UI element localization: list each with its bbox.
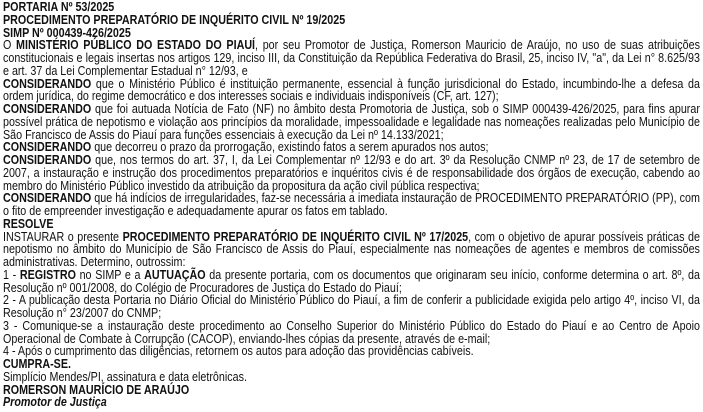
item-3	[3, 320, 700, 346]
text: que há indícios de irregularidades, faz-se necessária a imediata instauração de PROCEDIMENTO PREPARATÓRIO (PP), com o fito de empreender investigação e adequadamente apurar os fatos em tablado.	[3, 191, 700, 218]
signer-name	[3, 384, 700, 397]
text: 4 - Após o cumprimento das diligências, retornem os autos para adoção das providências cabíveis.	[3, 344, 474, 359]
text: INSTAURAR o presente	[3, 229, 123, 244]
bold-text: ROMERSON MAURÍCIO DE ARAÚJO	[3, 382, 190, 397]
bold-text: PROCEDIMENTO PREPARATÓRIO DE INQUÉRITO CIVIL Nº 19/2025	[3, 12, 346, 27]
text: 3 - Comunique-se a instauração deste procedimento ao Conselho Superior do Ministério Público do Estado do Piauí e ao Centro de Apoio Operacional de Combate à Corrupção (CACOP), enviando-lhes cópias da presente, através de e-mail;	[3, 318, 700, 346]
text: da presente portaria, com os documentos que originaram seu início, conforme determina o art. 8º, da Resolução nº 001/2008, do Colégio de Procuradores de Justiça do Estado do Piauí;	[3, 267, 700, 295]
item-2	[3, 294, 700, 320]
bold-text: AUTUAÇÃO	[144, 267, 206, 282]
text: Simplício Mendes/PI, assinatura e data eletrônicas.	[3, 369, 247, 384]
considerando-1	[3, 78, 700, 104]
considerando-4	[3, 154, 700, 192]
text: que, nos termos do art. 37, I, da Lei Complementar nº 12/93 e do art. 3º da Resolução CNMP nº 23, de 17 de setembro de 2007, a instauração e instrução dos procedimentos preparatórios e inquéritos civis é de responsabilidade dos órgãos de execução, cabendo ao membro do Ministério Público investido da atribuição da propositura da ação civil pública respectiva;	[3, 153, 700, 193]
considerando-5	[3, 192, 700, 218]
portaria-document	[3, 1, 700, 409]
text: que o Ministério Público é instituição permanente, essencial à função jurisdicional do Estado, incumbindo-lhe a defesa da ordem jurídica, do regime democrático e dos interesses sociais e individuais indisponíveis (CF, art. 127);	[3, 76, 700, 104]
text: 2 - A publicação desta Portaria no Diário Oficial do Ministério Público do Piauí, a fim de conferir a publicidade exigida pelo artigo 4º, inciso VI, da Resolução n° 23/2007 do CNMP;	[3, 293, 700, 320]
text: O	[3, 38, 17, 53]
signer-title	[3, 396, 700, 409]
bold-text: PROCEDIMENTO PREPARATÓRIO DE INQUÉRITO CIVIL Nº 17/2025	[122, 229, 469, 244]
bold-text: CONSIDERANDO	[3, 76, 92, 91]
bold-text: MINISTÉRIO PÚBLICO DO ESTADO DO PIAUÍ	[16, 38, 256, 53]
considerando-2	[3, 103, 700, 141]
bold-text: CONSIDERANDO	[3, 140, 92, 155]
text: , com o objetivo de apurar possíveis práticas de nepotismo no âmbito do Município de São Francisco de Assis do Piauí, especialmente nas nomeações de agentes e membros de comissões administrativas. Determino, outrossim:	[3, 229, 700, 269]
bold-text: CONSIDERANDO	[3, 102, 92, 116]
bold-text: CONSIDERANDO	[3, 153, 92, 167]
bold-text: PORTARIA Nº 53/2025	[3, 0, 115, 14]
bold-text: Promotor de Justiça	[3, 395, 107, 410]
bold-text: RESOLVE	[3, 216, 54, 231]
preamble	[3, 39, 700, 77]
instaurar	[3, 231, 700, 269]
bold-text: CONSIDERANDO	[3, 191, 92, 206]
bold-text: SIMP Nº 000439-426/2025	[3, 25, 131, 40]
bold-text: CUMPRA-SE.	[3, 357, 71, 371]
text: no SIMP e a	[75, 267, 145, 282]
item-4	[3, 345, 700, 358]
text: que foi autuada Notícia de Fato (NF) no âmbito desta Promotoria de Justiça, sob o SIMP 000439-426/2025, para fins apurar possível prática de nepotismo e violação aos princípios da moralidade, impessoalidade e legalidade nas nomeações realizadas pelo Município de São Francisco de Assis do Piauí para funções essenciais à execução da Lei nº 14.133/2021;	[3, 102, 700, 142]
text: , por seu Promotor de Justiça, Romerson Mauricio de Araújo, no uso de suas atribuições constitucionais e legais insertas nos artigos 129, inciso III, da Constituição da República Federativa do Brasil, 25, inciso IV, "a", da Lei n° 8.625/93 e art. 37 da Lei Complementar Estadual n° 12/93, e	[3, 38, 700, 78]
bold-text: REGISTRO	[19, 267, 76, 282]
item-1	[3, 269, 700, 295]
text: que decorreu o prazo da prorrogação, existindo fatos a serem apurados nos autos;	[91, 140, 489, 155]
text: 1 -	[3, 267, 20, 282]
